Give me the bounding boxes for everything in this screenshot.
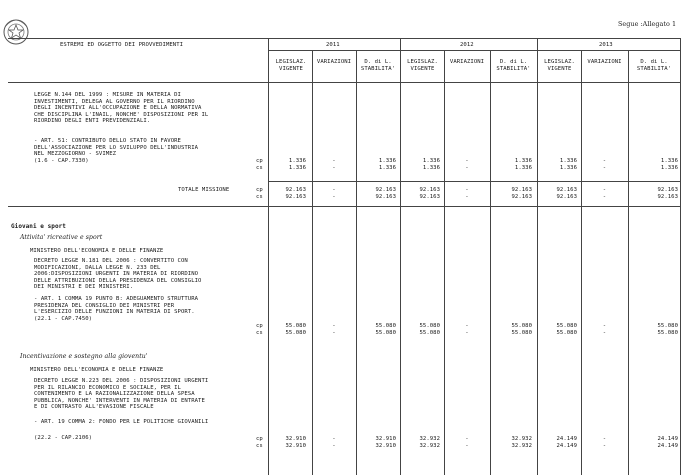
- value-cell: 92.163: [511, 187, 532, 193]
- value-cell: -: [602, 323, 607, 329]
- col-legislaz-2011: LEGISLAZ. VIGENTE: [275, 59, 307, 72]
- cs-label: cs: [256, 165, 263, 171]
- value-cell: 92.163: [285, 194, 306, 200]
- value-cell: 55.080: [657, 323, 678, 329]
- value-cell: 32.910: [375, 436, 396, 442]
- value-cell: -: [332, 436, 336, 442]
- value-cell: 55.080: [375, 323, 396, 329]
- value-cell: -: [602, 187, 607, 193]
- value-cell: 32.932: [419, 436, 440, 442]
- mission-title: Giovani e sport: [11, 223, 66, 230]
- value-cell: -: [332, 165, 336, 171]
- col-stabilita-2013: D. di L. STABILITA': [636, 59, 672, 72]
- value-cell: 55.080: [511, 323, 532, 329]
- value-cell: 92.163: [419, 194, 440, 200]
- value-cell: 24.149: [657, 436, 678, 442]
- value-cell: 55.080: [511, 330, 532, 336]
- value-cell: 1.336: [660, 165, 678, 171]
- value-cell: 92.163: [556, 194, 577, 200]
- cp-label: cp: [256, 187, 263, 193]
- value-cell: 92.163: [285, 187, 306, 193]
- value-cell: 32.910: [285, 436, 306, 442]
- value-cell: 32.910: [375, 443, 396, 449]
- value-cell: 1.336: [422, 158, 440, 164]
- value-cell: -: [332, 323, 336, 329]
- value-cell: -: [465, 165, 469, 171]
- value-cell: 55.080: [556, 330, 577, 336]
- value-cell: 1.336: [288, 165, 306, 171]
- value-cell: 55.080: [285, 330, 306, 336]
- ministry-label: MINISTERO DELL'ECONOMIA E DELLE FINANZE: [30, 367, 164, 373]
- year-2013: 2013: [599, 42, 613, 48]
- cap-2106: (22.2 - CAP.2106): [34, 435, 93, 441]
- decree-181-2006: DECRETO LEGGE N.181 DEL 2006 : CONVERTITO CON MODIFICAZIONI, DALLA LEGGE N. 233 DEL 2006:DISPOSIZIONI URGENTI IN MATERIA DI RIORDINO DELLE ATTRIBUZIONI DELLA PRESIDENZA DEL CONSIGLIO DEI MINISTRI E DEI MINISTERI.: [34, 258, 202, 291]
- program-title: Attivita' ricreative e sport: [20, 234, 103, 241]
- value-cell: 1.336: [514, 158, 532, 164]
- cs-label: cs: [256, 330, 263, 336]
- value-cell: 24.149: [657, 443, 678, 449]
- value-cell: 92.163: [375, 194, 396, 200]
- value-cell: 32.932: [511, 436, 532, 442]
- value-cell: 1.336: [422, 165, 440, 171]
- decree-223-2006: DECRETO LEGGE N.223 DEL 2006 : DISPOSIZIONI URGENTI PER IL RILANCIO ECONOMICO E SOCIALE, PER IL CONTENIMENTO E LA RAZIONALIZZAZIONE DELLA SPESA PUBBLICA, NONCHE' INTERVENTI IN MATERIA DI ENTRATE E DI CONTRASTO ALL'EVASIONE FISCALE: [34, 378, 209, 411]
- value-cell: -: [465, 436, 469, 442]
- value-cell: 1.336: [559, 165, 577, 171]
- value-cell: 24.149: [556, 436, 577, 442]
- col-variazioni-2013: VARIAZIONI: [587, 59, 622, 65]
- value-cell: 1.336: [378, 158, 396, 164]
- cs-label: cs: [256, 443, 263, 449]
- year-2011: 2011: [326, 42, 340, 48]
- value-cell: 1.336: [559, 158, 577, 164]
- value-cell: -: [602, 194, 607, 200]
- value-cell: -: [465, 443, 469, 449]
- value-cell: -: [602, 158, 607, 164]
- col-legislaz-2012: LEGISLAZ. VIGENTE: [407, 59, 438, 72]
- value-cell: -: [465, 330, 469, 336]
- col-stabilita-2012: D. di L. STABILITA': [496, 59, 531, 72]
- value-cell: 1.336: [660, 158, 678, 164]
- cs-label: cs: [256, 194, 263, 200]
- republic-seal-icon: [2, 18, 30, 46]
- value-cell: 1.336: [514, 165, 532, 171]
- program-title: Incentivazione e sostegno alla gioventu': [20, 353, 148, 360]
- value-cell: -: [602, 165, 607, 171]
- value-cell: -: [602, 436, 607, 442]
- value-cell: -: [465, 323, 469, 329]
- value-cell: 92.163: [375, 187, 396, 193]
- value-cell: -: [602, 443, 607, 449]
- cp-label: cp: [256, 436, 263, 442]
- value-cell: 1.336: [378, 165, 396, 171]
- value-cell: 92.163: [511, 194, 532, 200]
- value-cell: 92.163: [419, 187, 440, 193]
- value-cell: -: [332, 443, 336, 449]
- cp-label: cp: [256, 158, 263, 164]
- value-cell: 32.910: [285, 443, 306, 449]
- value-cell: -: [602, 330, 607, 336]
- totale-missione-label: TOTALE MISSIONE: [178, 187, 230, 193]
- value-cell: 24.149: [556, 443, 577, 449]
- cp-label: cp: [256, 323, 263, 329]
- law-144-1999: LEGGE N.144 DEL 1999 : MISURE IN MATERIA DI INVESTIMENTI, DELEGA AL GOVERNO PER IL RIORDINO DEGLI INCENTIVI ALL'OCCUPAZIONE E DELLA NORMATIVA CHE DISCIPLINA L'INAIL, NONCHE' DISPOSIZIONI PER IL RIORDINO DEGLI ENTI PREVIDENZIALI.: [34, 92, 209, 125]
- value-cell: 92.163: [556, 187, 577, 193]
- value-cell: 92.163: [657, 187, 678, 193]
- value-cell: 55.080: [657, 330, 678, 336]
- value-cell: -: [332, 187, 336, 193]
- col-variazioni-2012: VARIAZIONI: [449, 59, 485, 65]
- value-cell: 32.932: [419, 443, 440, 449]
- value-cell: 55.080: [556, 323, 577, 329]
- art-51-svimez: - ART. 51: CONTRIBUTO DELLO STATO IN FAVORE DELL'ASSOCIAZIONE PER LO SVILUPPO DELL'INDUSTRIA NEL MEZZOGIORNO - SVIMEZ (1.6 - CAP.7330): [34, 138, 199, 164]
- value-cell: -: [332, 158, 336, 164]
- header-title: ESTREMI ED OGGETTO DEI PROVVEDIMENTI: [60, 42, 184, 48]
- value-cell: 92.163: [657, 194, 678, 200]
- value-cell: 55.080: [419, 323, 440, 329]
- col-variazioni-2011: VARIAZIONI: [316, 59, 352, 65]
- col-stabilita-2011: D. di L. STABILITA': [360, 59, 396, 72]
- continuation-note: Segue :Allegato 1: [618, 20, 677, 28]
- art-1-comma-19: - ART. 1 COMMA 19 PUNTO B: ADEGUAMENTO STRUTTURA PRESIDENZA DEL CONSIGLIO DEI MINISTRI PER L'ESERCIZIO DELLE FUNZIONI IN MATERIA DI SPORT. (22.1 - CAP.7450): [34, 296, 199, 322]
- col-legislaz-2013: LEGISLAZ. VIGENTE: [544, 59, 575, 72]
- value-cell: -: [465, 158, 469, 164]
- ministry-label: MINISTERO DELL'ECONOMIA E DELLE FINANZE: [30, 248, 164, 254]
- value-cell: -: [332, 194, 336, 200]
- value-cell: 55.080: [285, 323, 306, 329]
- art-19-comma-2: - ART. 19 COMMA 2: FONDO PER LE POLITICHE GIOVANILI: [34, 419, 209, 425]
- value-cell: -: [465, 194, 469, 200]
- year-2012: 2012: [460, 42, 474, 48]
- value-cell: 1.336: [288, 158, 306, 164]
- value-cell: -: [465, 187, 469, 193]
- value-cell: -: [332, 330, 336, 336]
- value-cell: 32.932: [511, 443, 532, 449]
- value-cell: 55.080: [375, 330, 396, 336]
- value-cell: 55.080: [419, 330, 440, 336]
